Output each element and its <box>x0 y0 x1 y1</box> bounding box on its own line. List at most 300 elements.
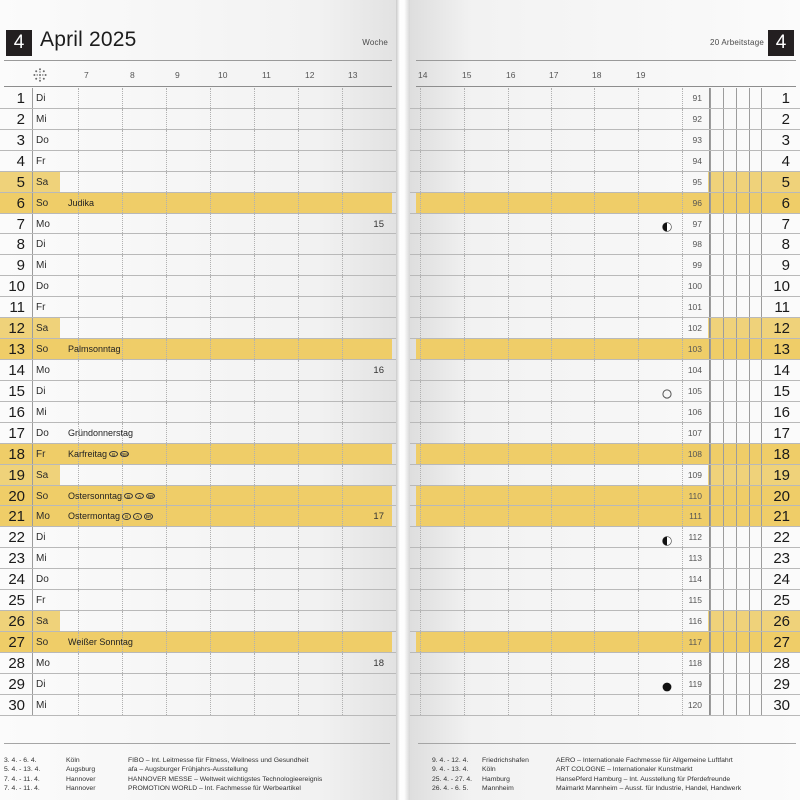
sunday-highlight <box>0 632 392 652</box>
fair-date: 7. 4. - 11. 4. <box>4 785 40 793</box>
hour-guide <box>166 318 167 338</box>
day-row[interactable] <box>0 402 396 423</box>
column-separator <box>32 486 33 506</box>
column-separator <box>32 506 33 526</box>
day-number: 6 <box>16 194 25 212</box>
day-of-year: 120 <box>687 699 702 710</box>
day-number: 18 <box>773 445 790 463</box>
trade-fair-entry <box>418 765 796 775</box>
hour-guide <box>508 360 509 380</box>
column-separator <box>32 297 33 317</box>
day-row[interactable] <box>410 590 800 611</box>
hour-guide <box>342 653 343 673</box>
hour-guide <box>682 548 683 568</box>
hour-guide <box>638 297 639 317</box>
hour-tick: 18 <box>592 70 602 80</box>
fair-city: Hamburg <box>482 775 510 783</box>
fair-name: HansePferd Hamburg – Int. Ausstellung für Pferdefreunde <box>556 775 731 783</box>
narrow-columns <box>710 674 762 694</box>
day-row[interactable] <box>0 506 396 527</box>
hour-guide <box>638 548 639 568</box>
hour-guide <box>682 402 683 422</box>
day-number: 14 <box>8 361 25 379</box>
hour-guide <box>682 109 683 129</box>
hour-guide <box>210 674 211 694</box>
day-row[interactable] <box>0 109 396 130</box>
sunday-highlight <box>0 486 392 506</box>
day-number: 9 <box>781 257 790 275</box>
hour-guide <box>210 276 211 296</box>
column-separator <box>32 527 33 547</box>
hour-guide <box>464 276 465 296</box>
day-row[interactable] <box>410 632 800 653</box>
hour-guide <box>464 360 465 380</box>
day-number: 2 <box>781 110 790 128</box>
day-number: 9 <box>16 257 25 275</box>
day-row[interactable] <box>410 486 800 507</box>
hour-guide <box>166 506 167 526</box>
hour-guide <box>682 695 683 715</box>
header-divider-right <box>416 60 796 61</box>
day-row[interactable] <box>0 465 396 486</box>
hour-guide <box>464 506 465 526</box>
hour-guide <box>508 465 509 485</box>
hour-guide <box>551 590 552 610</box>
day-row[interactable] <box>0 297 396 318</box>
scale-divider <box>4 86 392 87</box>
day-row[interactable] <box>0 130 396 151</box>
day-of-year: 119 <box>688 678 702 689</box>
trade-fairs-right <box>418 756 796 794</box>
hour-guide <box>682 423 683 443</box>
day-row[interactable] <box>410 444 800 465</box>
hour-guide <box>464 569 465 589</box>
day-row[interactable] <box>0 172 396 193</box>
day-row[interactable] <box>0 151 396 172</box>
hour-guide <box>638 360 639 380</box>
hour-guide <box>551 130 552 150</box>
day-of-year: 93 <box>692 134 702 145</box>
hour-guide <box>122 695 123 715</box>
hour-guide <box>122 318 123 338</box>
hour-guide <box>638 653 639 673</box>
hour-guide <box>594 423 595 443</box>
day-row[interactable] <box>410 360 800 381</box>
hour-guide <box>78 590 79 610</box>
hour-guide <box>342 360 343 380</box>
day-row[interactable] <box>0 444 396 465</box>
hour-guide <box>594 611 595 631</box>
day-row[interactable] <box>410 402 800 423</box>
hour-tick: 8 <box>130 70 135 80</box>
day-row[interactable] <box>410 695 800 716</box>
hour-guide <box>78 109 79 129</box>
hour-guide <box>166 611 167 631</box>
hour-guide <box>420 402 421 422</box>
hour-tick: 15 <box>462 70 472 80</box>
hour-guide <box>298 276 299 296</box>
hour-guide <box>638 130 639 150</box>
hour-guide <box>420 151 421 171</box>
day-row[interactable] <box>0 569 396 590</box>
hour-guide <box>551 172 552 192</box>
hour-tick: 14 <box>418 70 428 80</box>
weekday-abbreviation: Di <box>36 239 46 251</box>
hour-guide <box>342 130 343 150</box>
day-row[interactable] <box>0 653 396 674</box>
narrow-columns <box>710 590 762 610</box>
hour-guide <box>78 674 79 694</box>
hour-guide <box>682 151 683 171</box>
hour-guide <box>122 339 123 359</box>
hour-guide <box>551 88 552 108</box>
hour-guide <box>682 130 683 150</box>
hour-guide <box>464 423 465 443</box>
region-badge-icon: B <box>124 493 133 500</box>
day-row[interactable] <box>0 590 396 611</box>
moon-phase-full-icon <box>662 386 672 396</box>
hour-guide <box>638 423 639 443</box>
day-number: 11 <box>9 299 25 317</box>
hour-guide <box>638 172 639 192</box>
day-row[interactable] <box>410 569 800 590</box>
hour-guide <box>638 339 639 359</box>
hour-guide <box>254 653 255 673</box>
hour-guide <box>551 109 552 129</box>
hour-guide <box>551 695 552 715</box>
day-row[interactable] <box>410 674 800 695</box>
hour-guide <box>342 569 343 589</box>
hour-guide <box>638 569 639 589</box>
weekday-abbreviation: Mi <box>36 113 47 125</box>
hour-guide <box>210 234 211 254</box>
day-row[interactable] <box>410 172 800 193</box>
hour-guide <box>638 674 639 694</box>
day-of-year: 105 <box>687 385 702 396</box>
hour-guide <box>420 193 421 213</box>
day-number: 10 <box>773 278 790 296</box>
hour-guide <box>210 486 211 506</box>
region-badge-icon: A <box>133 513 142 520</box>
day-number: 24 <box>773 571 790 589</box>
hour-guide <box>342 318 343 338</box>
hour-guide <box>682 297 683 317</box>
hour-guide <box>551 318 552 338</box>
day-row[interactable] <box>0 88 396 109</box>
sunday-highlight <box>0 193 392 213</box>
hour-guide <box>594 674 595 694</box>
hour-guide <box>166 695 167 715</box>
hour-guide <box>420 276 421 296</box>
hour-guide <box>420 109 421 129</box>
day-row[interactable] <box>0 527 396 548</box>
fair-name: FIBO – Int. Leitmesse für Fitness, Wellness und Gesundheit <box>128 756 309 764</box>
hour-guide <box>464 611 465 631</box>
day-row[interactable] <box>410 130 800 151</box>
holiday-label: Palmsonntag <box>68 344 121 355</box>
hour-guide <box>298 88 299 108</box>
fair-date: 7. 4. - 11. 4. <box>4 775 40 783</box>
trade-fair-entry <box>4 775 390 785</box>
hour-guide <box>254 423 255 443</box>
hour-guide <box>420 172 421 192</box>
day-row[interactable] <box>0 632 396 653</box>
hour-guide <box>122 130 123 150</box>
hour-guide <box>638 695 639 715</box>
hour-guide <box>508 506 509 526</box>
fair-name: AERO – Internationale Fachmesse für Allgemeine Luftfahrt <box>556 756 733 764</box>
day-row[interactable] <box>410 88 800 109</box>
day-row[interactable] <box>410 506 800 527</box>
fair-date: 25. 4. - 27. 4. <box>432 775 473 783</box>
hour-guide <box>342 695 343 715</box>
day-row[interactable] <box>410 611 800 632</box>
day-row[interactable] <box>410 109 800 130</box>
day-row[interactable] <box>0 548 396 569</box>
day-of-year: 99 <box>692 260 702 271</box>
hour-guide <box>254 674 255 694</box>
hour-guide <box>508 569 509 589</box>
weekday-abbreviation: Di <box>36 93 46 104</box>
hour-guide <box>298 339 299 359</box>
day-row[interactable] <box>410 193 800 214</box>
weekday-abbreviation: Do <box>36 281 49 293</box>
day-of-year: 101 <box>687 302 702 313</box>
day-row[interactable] <box>410 527 800 548</box>
hour-guide <box>166 130 167 150</box>
hour-guide <box>682 360 683 380</box>
day-row[interactable] <box>410 423 800 444</box>
book-gutter <box>396 0 410 800</box>
month-number-badge: 4 <box>6 30 32 56</box>
day-row[interactable] <box>410 465 800 486</box>
hour-guide <box>342 214 343 234</box>
hour-guide <box>464 234 465 254</box>
hour-guide <box>78 360 79 380</box>
day-number: 19 <box>8 466 25 484</box>
hour-guide <box>122 109 123 129</box>
hour-guide <box>166 360 167 380</box>
hour-guide <box>122 465 123 485</box>
hour-guide <box>594 548 595 568</box>
day-number: 22 <box>773 529 790 547</box>
day-number: 11 <box>774 299 790 317</box>
hour-guide <box>78 255 79 275</box>
hour-guide <box>551 653 552 673</box>
fair-date: 9. 4. - 12. 4. <box>432 756 469 764</box>
hour-guide <box>594 318 595 338</box>
day-row[interactable] <box>410 381 800 402</box>
day-row[interactable] <box>410 276 800 297</box>
hour-guide <box>508 486 509 506</box>
hour-guide <box>508 611 509 631</box>
region-badge-icon: BR <box>147 493 154 499</box>
hour-guide <box>122 402 123 422</box>
hour-guide <box>551 276 552 296</box>
fair-date: 5. 4. - 13. 4. <box>4 766 41 774</box>
hour-guide <box>638 402 639 422</box>
hour-guide <box>210 653 211 673</box>
day-of-year: 100 <box>687 281 702 292</box>
hour-guide <box>594 172 595 192</box>
trade-fair-entry <box>4 784 390 794</box>
hour-guide <box>298 172 299 192</box>
hour-guide <box>298 632 299 652</box>
hour-guide <box>551 423 552 443</box>
day-row[interactable] <box>0 486 396 507</box>
day-row[interactable] <box>410 653 800 674</box>
hour-guide <box>210 172 211 192</box>
day-number: 2 <box>16 110 25 128</box>
hour-guide <box>508 653 509 673</box>
hour-guide <box>420 486 421 506</box>
narrow-columns <box>710 255 762 275</box>
day-number: 8 <box>781 236 790 254</box>
day-row[interactable] <box>0 339 396 360</box>
day-row[interactable] <box>0 611 396 632</box>
hour-guide <box>638 276 639 296</box>
hour-guide <box>682 486 683 506</box>
hour-guide <box>210 611 211 631</box>
hour-guide <box>166 653 167 673</box>
day-rows-right[interactable] <box>410 88 800 716</box>
day-number: 12 <box>773 320 790 338</box>
holiday-label: Ostersonntag B A BR <box>68 490 154 501</box>
hour-guide <box>508 276 509 296</box>
hour-guide <box>342 590 343 610</box>
hour-guide <box>254 339 255 359</box>
hour-guide <box>508 339 509 359</box>
hour-guide <box>342 339 343 359</box>
hour-guide <box>166 674 167 694</box>
day-row[interactable] <box>410 339 800 360</box>
fair-city: Hannover <box>66 775 96 783</box>
hour-guide <box>342 674 343 694</box>
hour-guide <box>508 172 509 192</box>
column-separator <box>32 109 33 129</box>
narrow-columns <box>710 402 762 422</box>
hour-guide <box>210 506 211 526</box>
narrow-columns <box>710 444 762 464</box>
hour-guide <box>464 548 465 568</box>
weekday-abbreviation: Sa <box>36 323 49 335</box>
region-badge-icon: B <box>109 451 118 458</box>
weekday-abbreviation: Sa <box>36 469 49 481</box>
day-number: 13 <box>8 341 25 359</box>
hour-guide <box>166 151 167 171</box>
day-row[interactable] <box>0 234 396 255</box>
day-row[interactable] <box>410 548 800 569</box>
column-separator <box>32 465 33 485</box>
day-row[interactable] <box>0 381 396 402</box>
region-badge-icon: BR <box>145 514 152 520</box>
weekday-abbreviation: Fr <box>36 448 46 460</box>
hour-guide <box>78 276 79 296</box>
column-separator <box>32 674 33 694</box>
hour-guide <box>464 193 465 213</box>
day-row[interactable] <box>0 193 396 214</box>
column-separator <box>32 381 33 401</box>
hour-guide <box>298 548 299 568</box>
column-separator <box>32 653 33 673</box>
day-row[interactable] <box>0 214 396 235</box>
calendar-page-right <box>410 0 800 800</box>
hour-guide <box>298 214 299 234</box>
day-row[interactable] <box>410 297 800 318</box>
hour-guide <box>464 214 465 234</box>
day-number: 18 <box>8 445 25 463</box>
day-row[interactable] <box>410 255 800 276</box>
day-row[interactable] <box>410 318 800 339</box>
weekday-abbreviation: Mo <box>36 657 50 669</box>
day-number: 25 <box>8 592 25 610</box>
hour-guide <box>594 151 595 171</box>
hour-guide <box>464 381 465 401</box>
hour-guide <box>551 360 552 380</box>
hour-guide <box>420 653 421 673</box>
day-row[interactable] <box>0 695 396 716</box>
day-number: 30 <box>773 696 790 714</box>
hour-guide <box>342 465 343 485</box>
narrow-columns <box>710 465 762 485</box>
hour-guide <box>420 318 421 338</box>
narrow-columns <box>710 151 762 171</box>
day-row[interactable] <box>410 151 800 172</box>
hour-guide <box>254 234 255 254</box>
day-of-year: 94 <box>692 155 702 166</box>
fair-name: PROMOTION WORLD – Int. Fachmesse für Werbeartikel <box>128 785 301 793</box>
day-number: 15 <box>8 382 25 400</box>
hour-guide <box>464 590 465 610</box>
hour-guide <box>638 151 639 171</box>
hour-tick: 10 <box>218 70 228 80</box>
hour-guide <box>122 590 123 610</box>
hour-guide <box>682 339 683 359</box>
hour-guide <box>508 255 509 275</box>
hour-guide <box>210 297 211 317</box>
day-number: 15 <box>773 382 790 400</box>
hour-guide <box>508 695 509 715</box>
day-row[interactable] <box>0 318 396 339</box>
day-of-year: 111 <box>689 511 702 522</box>
day-of-year: 117 <box>688 636 702 647</box>
hour-guide <box>298 506 299 526</box>
day-number: 28 <box>773 654 790 672</box>
hour-guide <box>298 486 299 506</box>
day-row[interactable] <box>0 423 396 444</box>
day-row[interactable] <box>0 255 396 276</box>
day-row[interactable] <box>0 674 396 695</box>
day-row[interactable] <box>0 276 396 297</box>
hour-guide <box>254 214 255 234</box>
column-separator <box>32 611 33 631</box>
hour-guide <box>594 506 595 526</box>
day-row[interactable] <box>410 214 800 235</box>
hour-guide <box>508 632 509 652</box>
day-row[interactable] <box>410 234 800 255</box>
day-rows-left[interactable] <box>0 88 396 716</box>
day-row[interactable] <box>0 360 396 381</box>
region-badge-icon: A <box>135 493 144 500</box>
weekday-abbreviation: So <box>36 197 49 209</box>
day-number: 4 <box>16 152 25 170</box>
trade-fair-entry <box>418 756 796 766</box>
day-number: 16 <box>8 403 25 421</box>
column-separator <box>32 255 33 275</box>
day-of-year: 118 <box>688 657 702 668</box>
hour-guide <box>342 297 343 317</box>
hour-guide <box>78 611 79 631</box>
